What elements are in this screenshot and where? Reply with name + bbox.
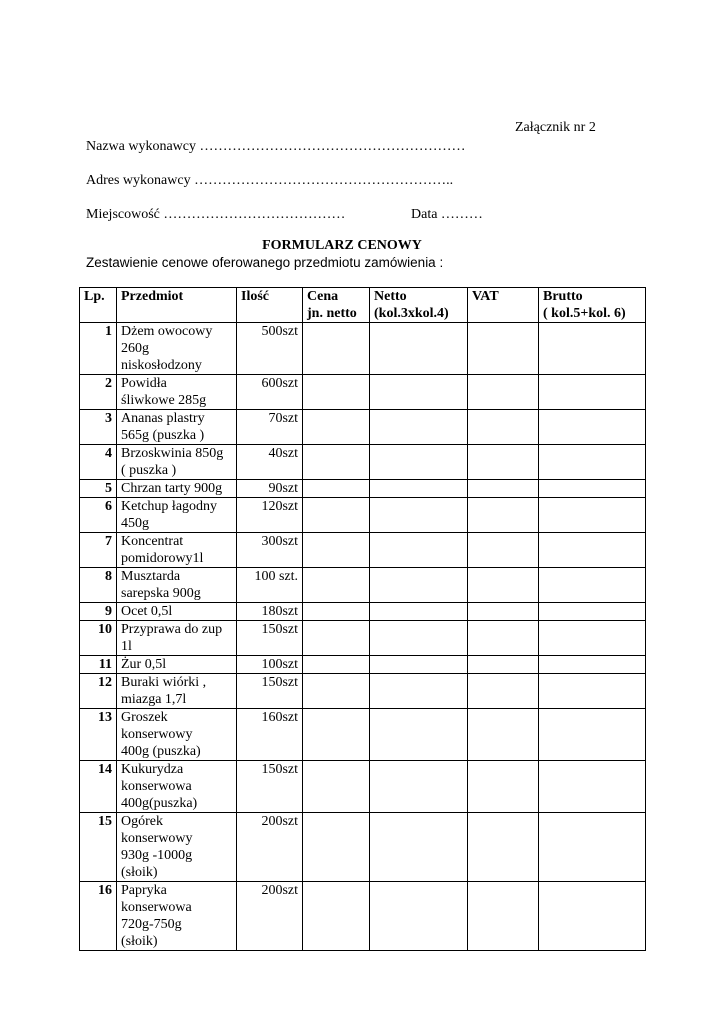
- item-name-cell: Musztarda sarepska 900g: [117, 568, 237, 603]
- vat-cell: [468, 445, 539, 480]
- gross-value-cell: [539, 568, 646, 603]
- item-name-cell: Chrzan tarty 900g: [117, 480, 237, 498]
- net-value-cell: [370, 498, 468, 533]
- table-row: [80, 603, 646, 621]
- column-header-quantity: Ilość: [237, 288, 303, 323]
- row-number-cell: 8: [80, 568, 117, 603]
- column-header-gross: Brutto ( kol.5+kol. 6): [539, 288, 646, 323]
- item-name-cell: Przyprawa do zup 1l: [117, 621, 237, 656]
- contractor-address-field: Adres wykonawcy ………………………………………………..: [86, 173, 454, 188]
- gross-value-cell: [539, 709, 646, 761]
- vat-cell: [468, 568, 539, 603]
- unit-net-price-cell: [303, 568, 370, 603]
- gross-value-cell: [539, 445, 646, 480]
- table-row: [80, 533, 646, 568]
- net-value-cell: [370, 761, 468, 813]
- unit-net-price-cell: [303, 603, 370, 621]
- item-name-cell: Ocet 0,5l: [117, 603, 237, 621]
- column-header-net: Netto (kol.3xkol.4): [370, 288, 468, 323]
- item-name-cell: Ketchup łagodny 450g: [117, 498, 237, 533]
- quantity-cell: 70szt: [237, 410, 303, 445]
- unit-net-price-cell: [303, 445, 370, 480]
- vat-cell: [468, 882, 539, 951]
- table-header-row: [80, 288, 646, 323]
- quantity-cell: 100 szt.: [237, 568, 303, 603]
- net-value-cell: [370, 674, 468, 709]
- unit-net-price-cell: [303, 375, 370, 410]
- column-header-unit-net-price: Cena jn. netto: [303, 288, 370, 323]
- table-row: [80, 568, 646, 603]
- vat-cell: [468, 480, 539, 498]
- table-row: [80, 709, 646, 761]
- net-value-cell: [370, 480, 468, 498]
- vat-cell: [468, 533, 539, 568]
- contractor-name-field: Nazwa wykonawcy …………………………………………………: [86, 139, 466, 154]
- form-title: FORMULARZ CENOWY: [262, 238, 422, 253]
- quantity-cell: 160szt: [237, 709, 303, 761]
- row-number-cell: 6: [80, 498, 117, 533]
- table-row: [80, 813, 646, 882]
- row-number-cell: 16: [80, 882, 117, 951]
- gross-value-cell: [539, 375, 646, 410]
- gross-value-cell: [539, 882, 646, 951]
- vat-cell: [468, 656, 539, 674]
- place-field: Miejscowość …………………………………: [86, 207, 346, 222]
- net-value-cell: [370, 882, 468, 951]
- quantity-cell: 200szt: [237, 882, 303, 951]
- net-value-cell: [370, 709, 468, 761]
- date-field: Data ………: [411, 207, 483, 222]
- gross-value-cell: [539, 761, 646, 813]
- vat-cell: [468, 603, 539, 621]
- item-name-cell: Koncentrat pomidorowy1l: [117, 533, 237, 568]
- quantity-cell: 150szt: [237, 761, 303, 813]
- table-row: [80, 656, 646, 674]
- gross-value-cell: [539, 656, 646, 674]
- row-number-cell: 9: [80, 603, 117, 621]
- table-row: [80, 761, 646, 813]
- row-number-cell: 2: [80, 375, 117, 410]
- vat-cell: [468, 813, 539, 882]
- row-number-cell: 12: [80, 674, 117, 709]
- item-name-cell: Buraki wiórki , miazga 1,7l: [117, 674, 237, 709]
- unit-net-price-cell: [303, 621, 370, 656]
- net-value-cell: [370, 568, 468, 603]
- row-number-cell: 10: [80, 621, 117, 656]
- row-number-cell: 7: [80, 533, 117, 568]
- unit-net-price-cell: [303, 761, 370, 813]
- gross-value-cell: [539, 498, 646, 533]
- column-header-vat: VAT: [468, 288, 539, 323]
- table-row: [80, 323, 646, 375]
- net-value-cell: [370, 445, 468, 480]
- row-number-cell: 5: [80, 480, 117, 498]
- quantity-cell: 150szt: [237, 674, 303, 709]
- form-subtitle: Zestawienie cenowe oferowanego przedmiotu zamówienia :: [86, 255, 444, 270]
- vat-cell: [468, 375, 539, 410]
- table-row: [80, 621, 646, 656]
- net-value-cell: [370, 621, 468, 656]
- unit-net-price-cell: [303, 323, 370, 375]
- unit-net-price-cell: [303, 533, 370, 568]
- quantity-cell: 600szt: [237, 375, 303, 410]
- table-row: [80, 410, 646, 445]
- column-header-lp: Lp.: [80, 288, 117, 323]
- gross-value-cell: [539, 410, 646, 445]
- unit-net-price-cell: [303, 674, 370, 709]
- quantity-cell: 500szt: [237, 323, 303, 375]
- vat-cell: [468, 761, 539, 813]
- item-name-cell: Dżem owocowy 260g niskosłodzony: [117, 323, 237, 375]
- item-name-cell: Ogórek konserwowy 930g -1000g (słoik): [117, 813, 237, 882]
- quantity-cell: 90szt: [237, 480, 303, 498]
- gross-value-cell: [539, 674, 646, 709]
- table-row: [80, 882, 646, 951]
- row-number-cell: 14: [80, 761, 117, 813]
- row-number-cell: 15: [80, 813, 117, 882]
- gross-value-cell: [539, 603, 646, 621]
- table-row: [80, 480, 646, 498]
- table-row: [80, 674, 646, 709]
- row-number-cell: 11: [80, 656, 117, 674]
- item-name-cell: Brzoskwinia 850g ( puszka ): [117, 445, 237, 480]
- gross-value-cell: [539, 533, 646, 568]
- quantity-cell: 200szt: [237, 813, 303, 882]
- attachment-label: Załącznik nr 2: [515, 120, 596, 135]
- vat-cell: [468, 621, 539, 656]
- unit-net-price-cell: [303, 813, 370, 882]
- quantity-cell: 150szt: [237, 621, 303, 656]
- table-row: [80, 498, 646, 533]
- unit-net-price-cell: [303, 882, 370, 951]
- column-header-item: Przedmiot: [117, 288, 237, 323]
- unit-net-price-cell: [303, 498, 370, 533]
- vat-cell: [468, 674, 539, 709]
- item-name-cell: Powidła śliwkowe 285g: [117, 375, 237, 410]
- quantity-cell: 100szt: [237, 656, 303, 674]
- table-row: [80, 375, 646, 410]
- item-name-cell: Kukurydza konserwowa 400g(puszka): [117, 761, 237, 813]
- vat-cell: [468, 498, 539, 533]
- vat-cell: [468, 709, 539, 761]
- row-number-cell: 3: [80, 410, 117, 445]
- net-value-cell: [370, 603, 468, 621]
- unit-net-price-cell: [303, 656, 370, 674]
- vat-cell: [468, 410, 539, 445]
- quantity-cell: 180szt: [237, 603, 303, 621]
- gross-value-cell: [539, 480, 646, 498]
- item-name-cell: Ananas plastry 565g (puszka ): [117, 410, 237, 445]
- item-name-cell: Groszek konserwowy 400g (puszka): [117, 709, 237, 761]
- net-value-cell: [370, 656, 468, 674]
- gross-value-cell: [539, 621, 646, 656]
- price-table: [79, 287, 646, 951]
- item-name-cell: Żur 0,5l: [117, 656, 237, 674]
- quantity-cell: 300szt: [237, 533, 303, 568]
- net-value-cell: [370, 813, 468, 882]
- table-row: [80, 445, 646, 480]
- vat-cell: [468, 323, 539, 375]
- net-value-cell: [370, 410, 468, 445]
- row-number-cell: 4: [80, 445, 117, 480]
- net-value-cell: [370, 533, 468, 568]
- quantity-cell: 120szt: [237, 498, 303, 533]
- gross-value-cell: [539, 813, 646, 882]
- row-number-cell: 13: [80, 709, 117, 761]
- item-name-cell: Papryka konserwowa 720g-750g (słoik): [117, 882, 237, 951]
- quantity-cell: 40szt: [237, 445, 303, 480]
- row-number-cell: 1: [80, 323, 117, 375]
- unit-net-price-cell: [303, 709, 370, 761]
- net-value-cell: [370, 375, 468, 410]
- unit-net-price-cell: [303, 410, 370, 445]
- gross-value-cell: [539, 323, 646, 375]
- unit-net-price-cell: [303, 480, 370, 498]
- net-value-cell: [370, 323, 468, 375]
